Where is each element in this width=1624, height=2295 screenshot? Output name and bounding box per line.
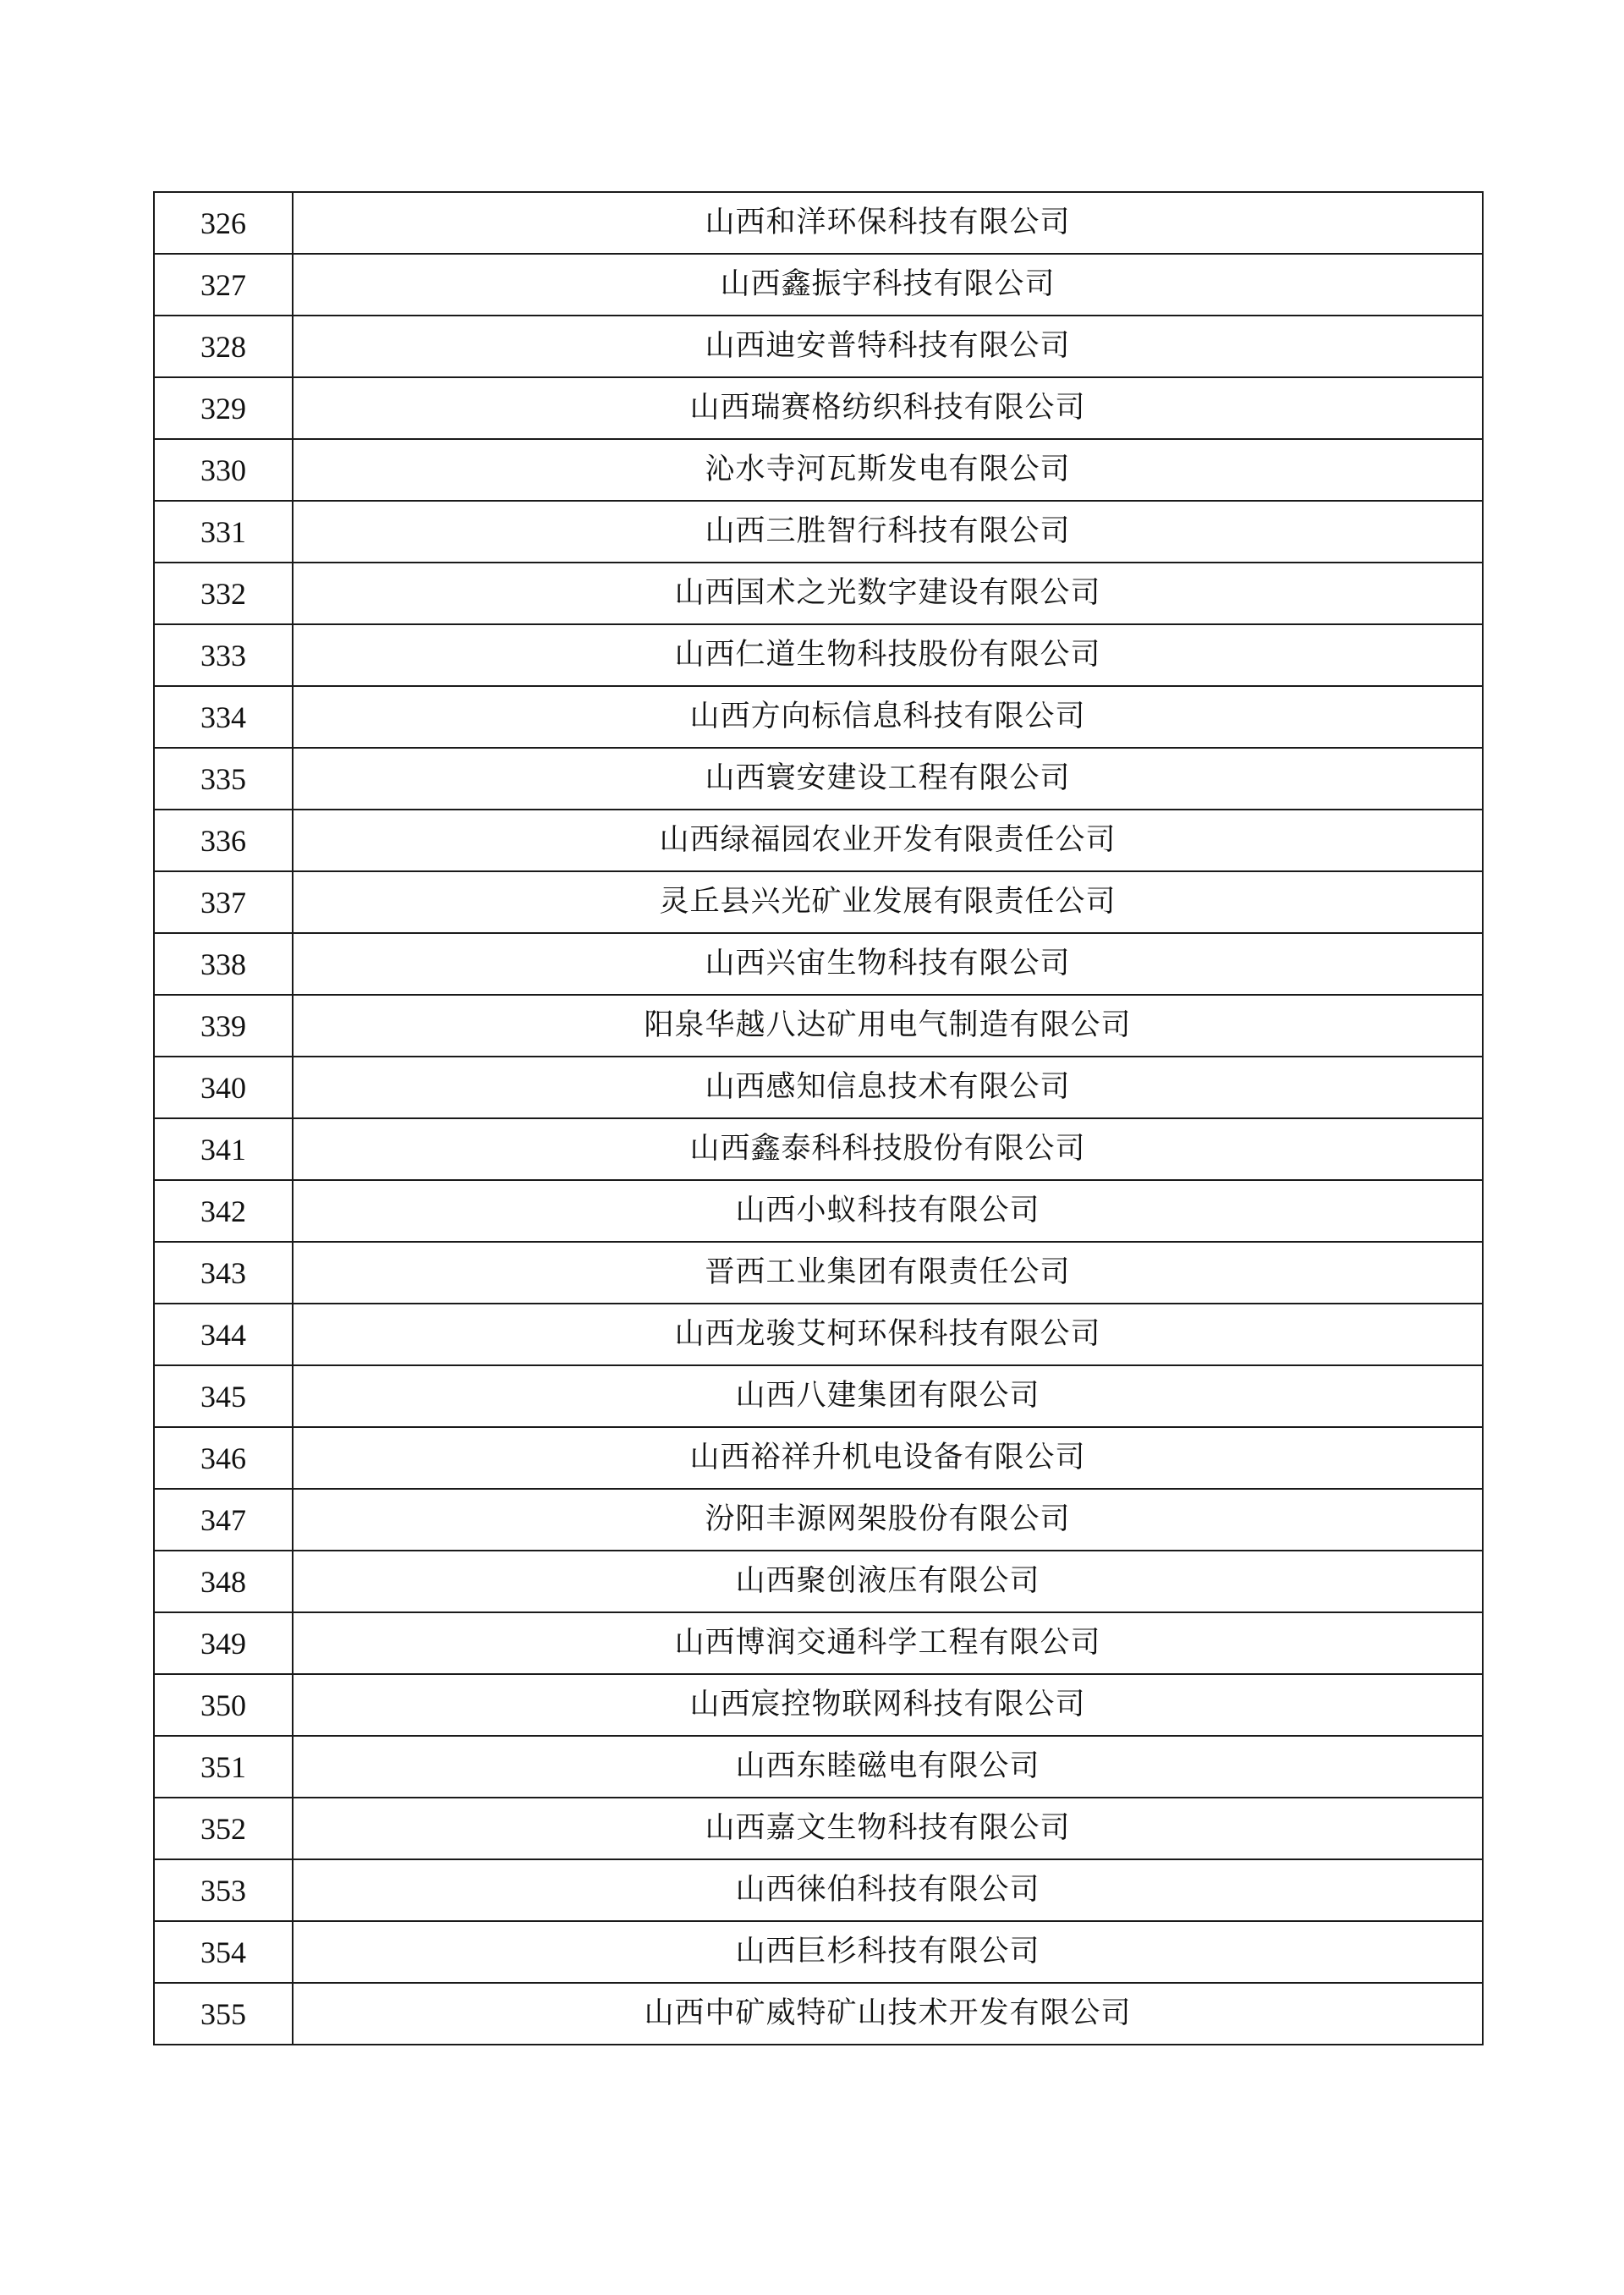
company-name-cell: 山西中矿威特矿山技术开发有限公司	[293, 1983, 1483, 2045]
table-row	[154, 377, 1483, 439]
row-number-cell: 334	[154, 686, 293, 748]
company-name-cell: 山西国术之光数字建设有限公司	[293, 563, 1483, 624]
row-number-cell: 332	[154, 563, 293, 624]
table-row	[154, 1551, 1483, 1612]
company-name-cell: 山西小蚁科技有限公司	[293, 1180, 1483, 1242]
row-number-cell: 329	[154, 377, 293, 439]
company-name-cell: 山西方向标信息科技有限公司	[293, 686, 1483, 748]
table-row	[154, 1118, 1483, 1180]
company-name-cell: 山西东睦磁电有限公司	[293, 1736, 1483, 1798]
row-number-cell: 352	[154, 1798, 293, 1859]
table-row	[154, 624, 1483, 686]
table-row	[154, 1859, 1483, 1921]
row-number-cell: 326	[154, 192, 293, 254]
company-name-cell: 山西和洋环保科技有限公司	[293, 192, 1483, 254]
table-row	[154, 871, 1483, 933]
row-number-cell: 353	[154, 1859, 293, 1921]
row-number-cell: 337	[154, 871, 293, 933]
row-number-cell: 348	[154, 1551, 293, 1612]
table-row	[154, 1983, 1483, 2045]
row-number-cell: 347	[154, 1489, 293, 1551]
table-row	[154, 254, 1483, 316]
table-row	[154, 1365, 1483, 1427]
row-number-cell: 343	[154, 1242, 293, 1304]
row-number-cell: 344	[154, 1304, 293, 1365]
row-number-cell: 354	[154, 1921, 293, 1983]
company-name-cell: 山西龙骏艾柯环保科技有限公司	[293, 1304, 1483, 1365]
company-name-cell: 山西兴宙生物科技有限公司	[293, 933, 1483, 995]
company-name-cell: 山西嘉文生物科技有限公司	[293, 1798, 1483, 1859]
company-name-cell: 阳泉华越八达矿用电气制造有限公司	[293, 995, 1483, 1057]
company-name-cell: 山西鑫振宇科技有限公司	[293, 254, 1483, 316]
row-number-cell: 328	[154, 316, 293, 377]
company-list-table	[153, 191, 1484, 2045]
row-number-cell: 335	[154, 748, 293, 810]
table-row	[154, 1798, 1483, 1859]
table-row	[154, 686, 1483, 748]
table-row	[154, 1612, 1483, 1674]
table-row	[154, 501, 1483, 563]
table-row	[154, 439, 1483, 501]
company-name-cell: 山西仁道生物科技股份有限公司	[293, 624, 1483, 686]
row-number-cell: 331	[154, 501, 293, 563]
company-name-cell: 山西寰安建设工程有限公司	[293, 748, 1483, 810]
table-row	[154, 933, 1483, 995]
company-name-cell: 晋西工业集团有限责任公司	[293, 1242, 1483, 1304]
table-row	[154, 316, 1483, 377]
table-row	[154, 1674, 1483, 1736]
company-name-cell: 山西巨杉科技有限公司	[293, 1921, 1483, 1983]
table-row	[154, 995, 1483, 1057]
table-row	[154, 563, 1483, 624]
row-number-cell: 330	[154, 439, 293, 501]
company-name-cell: 沁水寺河瓦斯发电有限公司	[293, 439, 1483, 501]
company-name-cell: 山西鑫泰科科技股份有限公司	[293, 1118, 1483, 1180]
row-number-cell: 355	[154, 1983, 293, 2045]
row-number-cell: 342	[154, 1180, 293, 1242]
row-number-cell: 345	[154, 1365, 293, 1427]
company-name-cell: 山西裕祥升机电设备有限公司	[293, 1427, 1483, 1489]
table-row	[154, 192, 1483, 254]
table-row	[154, 1427, 1483, 1489]
row-number-cell: 339	[154, 995, 293, 1057]
company-name-cell: 山西博润交通科学工程有限公司	[293, 1612, 1483, 1674]
company-list-body	[154, 192, 1483, 2045]
company-name-cell: 灵丘县兴光矿业发展有限责任公司	[293, 871, 1483, 933]
row-number-cell: 338	[154, 933, 293, 995]
table-row	[154, 1242, 1483, 1304]
company-name-cell: 山西聚创液压有限公司	[293, 1551, 1483, 1612]
row-number-cell: 340	[154, 1057, 293, 1118]
company-name-cell: 山西宸控物联网科技有限公司	[293, 1674, 1483, 1736]
table-row	[154, 1921, 1483, 1983]
table-row	[154, 748, 1483, 810]
company-name-cell: 山西徕伯科技有限公司	[293, 1859, 1483, 1921]
row-number-cell: 350	[154, 1674, 293, 1736]
row-number-cell: 341	[154, 1118, 293, 1180]
row-number-cell: 333	[154, 624, 293, 686]
row-number-cell: 351	[154, 1736, 293, 1798]
company-name-cell: 山西绿福园农业开发有限责任公司	[293, 810, 1483, 871]
table-row	[154, 1489, 1483, 1551]
table-row	[154, 1057, 1483, 1118]
row-number-cell: 327	[154, 254, 293, 316]
company-name-cell: 山西迪安普特科技有限公司	[293, 316, 1483, 377]
company-name-cell: 汾阳丰源网架股份有限公司	[293, 1489, 1483, 1551]
company-name-cell: 山西感知信息技术有限公司	[293, 1057, 1483, 1118]
table-row	[154, 1180, 1483, 1242]
company-name-cell: 山西八建集团有限公司	[293, 1365, 1483, 1427]
row-number-cell: 346	[154, 1427, 293, 1489]
row-number-cell: 336	[154, 810, 293, 871]
row-number-cell: 349	[154, 1612, 293, 1674]
company-name-cell: 山西瑞赛格纺织科技有限公司	[293, 377, 1483, 439]
table-row	[154, 1736, 1483, 1798]
table-row	[154, 1304, 1483, 1365]
table-row	[154, 810, 1483, 871]
company-name-cell: 山西三胜智行科技有限公司	[293, 501, 1483, 563]
